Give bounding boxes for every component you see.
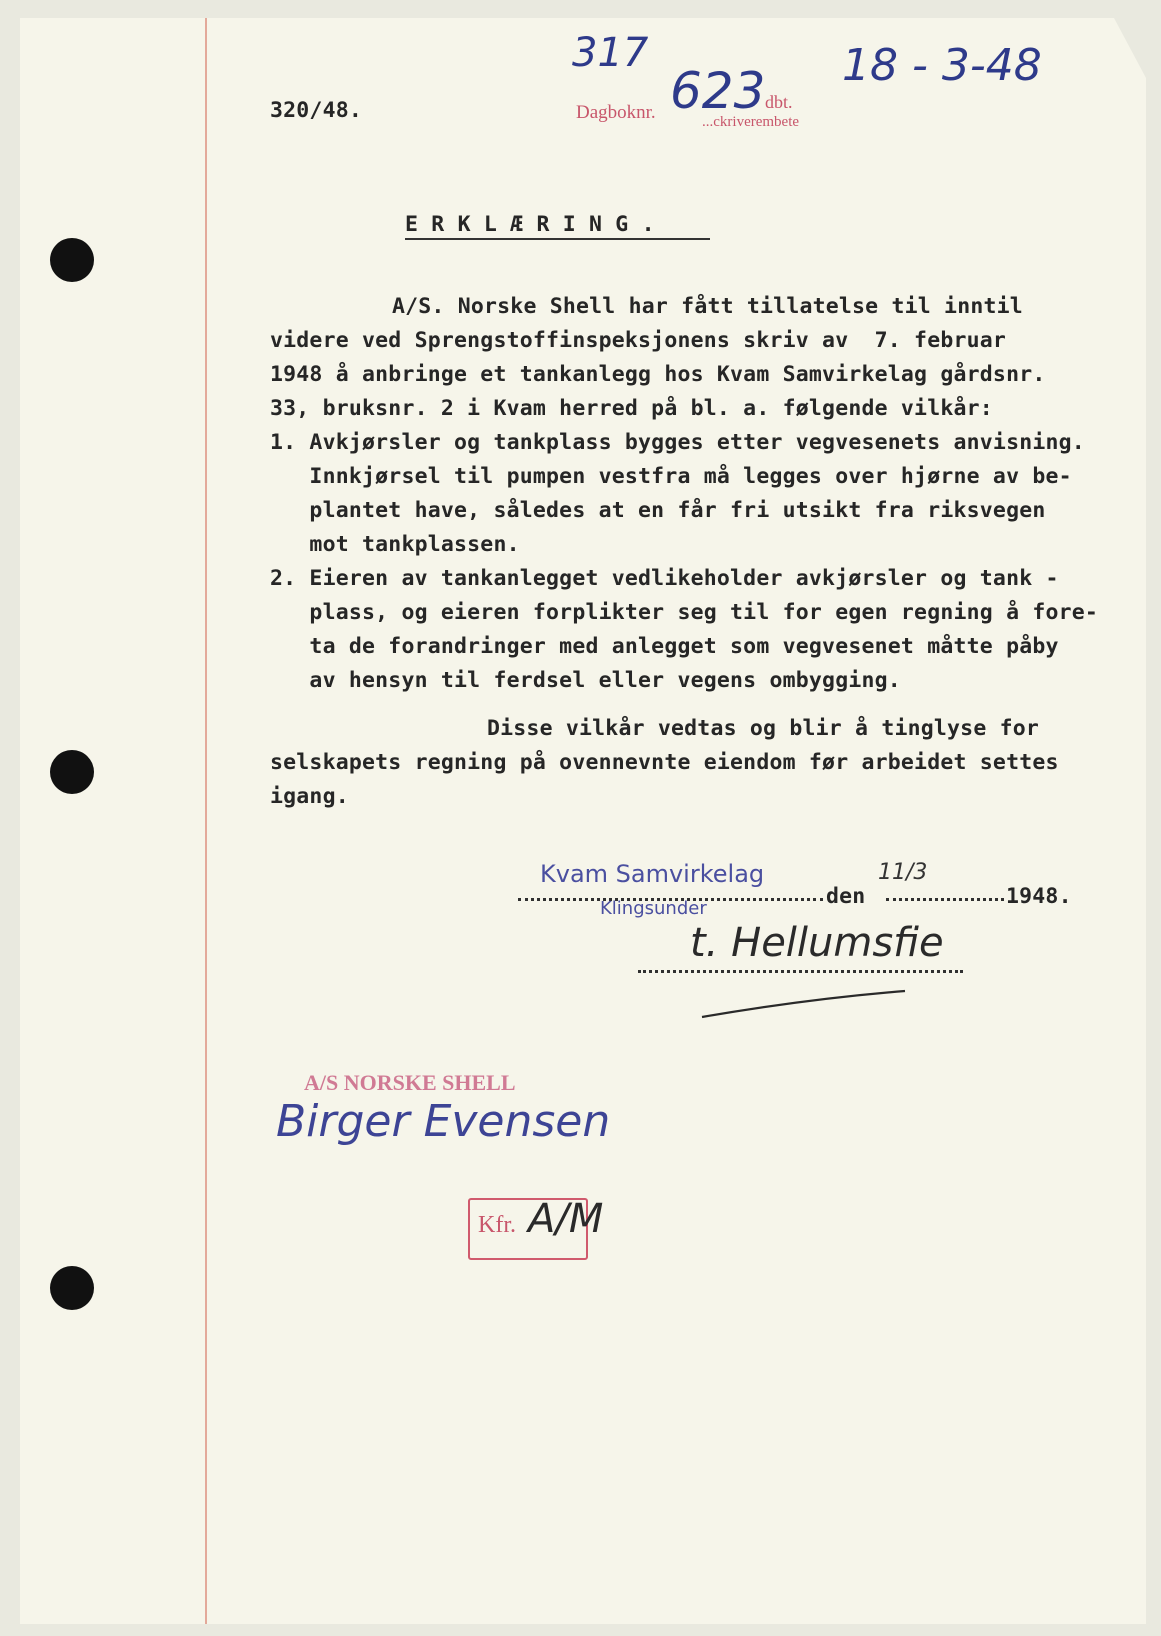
punch-hole [50, 750, 94, 794]
condition-1-line: Innkjørsel til pumpen vestfra må legges over hjørne av be- [270, 464, 1072, 489]
body-line: igang. [270, 784, 349, 809]
condition-1-line: mot tankplassen. [270, 532, 520, 557]
body-line: Disse vilkår vedtas og blir å tinglyse for [487, 716, 1040, 741]
signature-flourish [700, 985, 910, 1025]
body-line: videre ved Sprengstoffinspeksjonens skriv av 7. februar [270, 328, 1007, 353]
condition-1-line: plantet have, således at en får fri utsikt fra riksvegen [270, 498, 1046, 523]
title-underline [405, 238, 710, 240]
condition-1-line: 1. Avkjørsler og tankplass bygges etter vegvesenets anvisning. [270, 430, 1085, 455]
shell-signature: Birger Evensen [276, 1096, 611, 1147]
shell-stamp: A/S NORSKE SHELL [304, 1070, 516, 1095]
condition-2-line: plass, og eieren forplikter seg til for egen regning å fore- [270, 600, 1099, 625]
kfr-stamp-label: Kfr. [478, 1212, 516, 1238]
journal-stamp-label: Dagboknr. [576, 102, 656, 123]
document-title: E R K L Æ R I N G . [405, 212, 655, 237]
body-line: selskapets regning på ovennevnte eiendom før arbeidet settes [270, 750, 1059, 775]
case-number: 320/48. [270, 98, 363, 123]
kfr-initials: A/M [528, 1196, 604, 1242]
body-line: 1948 å anbringe et tankanlegg hos Kvam Samvirkelag gårdsnr. [270, 362, 1046, 387]
company-stamp: Kvam Samvirkelag [540, 860, 765, 888]
margin-line [205, 18, 207, 1624]
den-label: den [826, 884, 866, 909]
condition-2-line: av hensyn til ferdsel eller vegens ombygging. [270, 668, 901, 693]
signature-line [638, 970, 963, 973]
body-line: 33, bruksnr. 2 i Kvam herred på bl. a. følgende vilkår: [270, 396, 993, 421]
journal-number: 623 [670, 62, 766, 120]
date-handwritten: 11/3 [878, 860, 928, 885]
condition-2-line: ta de forandringer med anlegget som vegvesenet måtte påby [270, 634, 1059, 659]
place-stamp: Klingsunder [600, 898, 707, 919]
journal-stamp-suffix: dbt. [765, 92, 793, 112]
journal-date: 18 - 3-48 [842, 40, 1042, 91]
year: 1948. [1006, 884, 1072, 909]
folded-corner [1114, 18, 1146, 78]
punch-hole [50, 238, 94, 282]
punch-hole [50, 1266, 94, 1310]
body-line: A/S. Norske Shell har fått tillatelse til inntil [392, 294, 1023, 319]
document-page [20, 18, 1146, 1624]
condition-2-line: 2. Eieren av tankanlegget vedlikeholder avkjørsler og tank - [270, 566, 1059, 591]
signature: t. Hellumsfie [690, 920, 944, 966]
dotted-line [886, 898, 1004, 901]
journal-handwritten-number: 317 [572, 30, 649, 76]
journal-stamp-office: ...ckriverembete [702, 114, 800, 130]
